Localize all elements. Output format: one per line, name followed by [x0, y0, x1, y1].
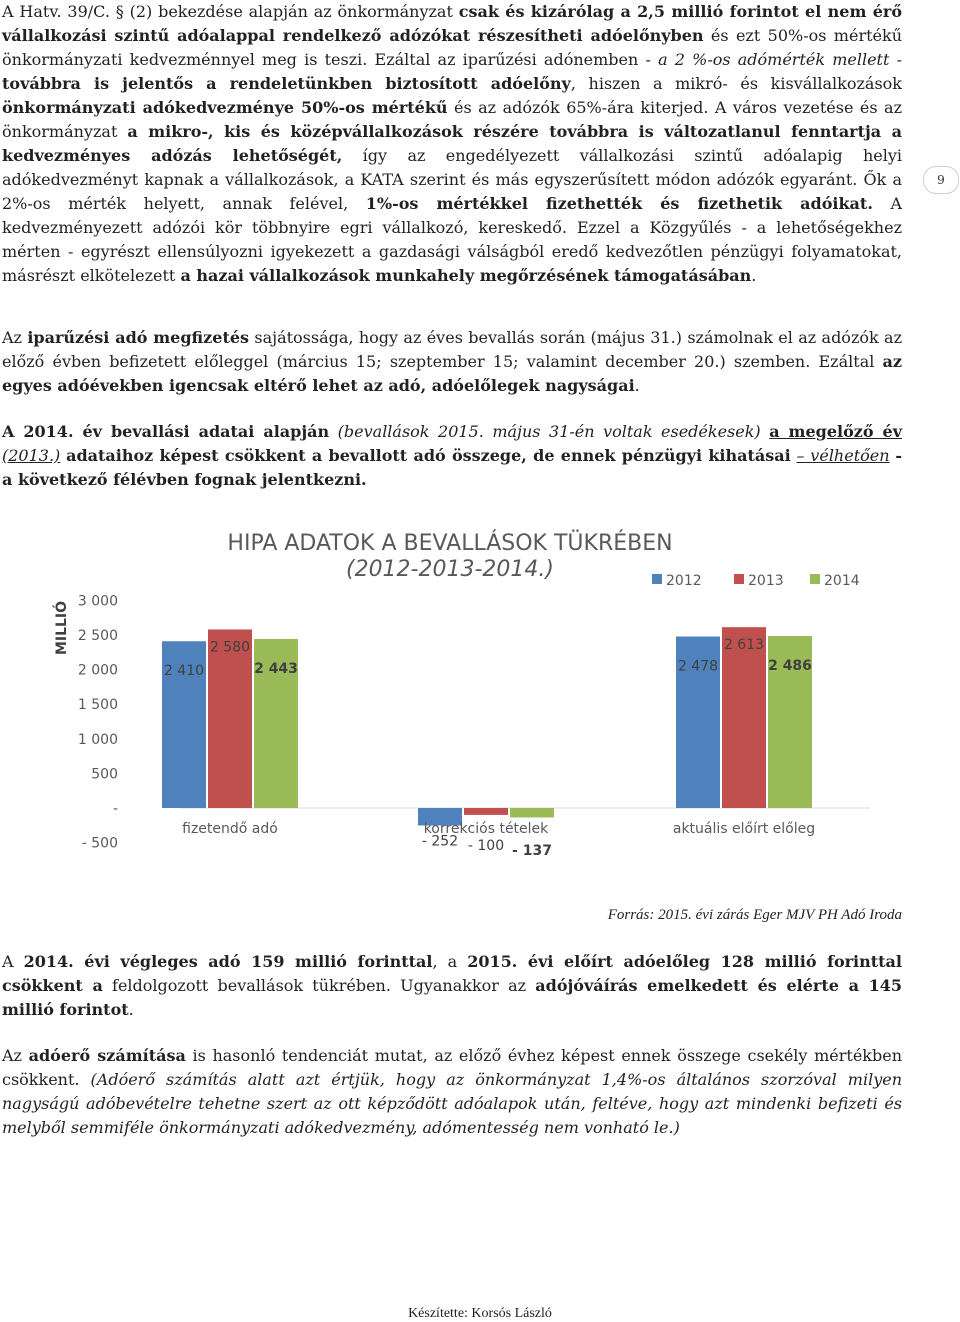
p1-run: és az adózók 65%-ára kiterjed. A város vezetése és az önkormányzat	[2, 98, 902, 141]
p2-run: sajátossága, hogy az éves bevallás során (május 31.) számolnak el az adózók az előző évben befizetett előleggel (március 15; szeptember 15; valamint december 20.) szemben. Ezáltal	[2, 328, 903, 371]
p3-run: – vélhetően	[796, 446, 890, 465]
p1-run: -	[889, 50, 902, 69]
p1-run: a hazai vállalkozások munkahely megőrzésének támogatásában	[180, 266, 752, 285]
y-tick-label: 1 500	[77, 697, 118, 714]
footer-author: Készítette: Korsós László	[408, 1306, 552, 1321]
p5-run: (Adóerő számítás alatt azt értjük, hogy az önkormányzat 1,4%-os általános szorzóval milyen nagyságú adóbevételre tehetne szert az ott képződött adóalapok után, feltéve, hogy azt mindenki befizeti és melyből semmiféle önkormányzati adókedvezmény, adómentesség nem vonható le.)	[2, 1070, 903, 1137]
p1-run: csak és kizárólag a 2,5 millió forintot el nem érő vállalkozási szintű adóalappal rendelkező adózókat részesítheti adóelőnyben	[2, 2, 903, 45]
p3-run: (2013.)	[2, 446, 61, 465]
p3-run: adataihoz képest csökkent a bevallott adó összege, de ennek pénzügyi kihatásai	[66, 446, 791, 465]
data-label: 2 486	[768, 657, 812, 674]
p1-run: 1%-os mértékkel fizethették és fizethetik adóikat.	[365, 194, 873, 213]
p5-run: adóerő számítása	[28, 1046, 186, 1065]
p1-run: A Hatv. 39/C. § (2) bekezdése alapján az önkormányzat	[2, 2, 459, 21]
data-label: 2 478	[677, 658, 719, 675]
data-label: 2 580	[209, 639, 251, 656]
data-label: 2 613	[723, 637, 765, 654]
p4-run: 2014. évi végleges adó 159 millió forinttal	[23, 952, 433, 971]
p1-run: , hiszen a mikró- és kisvállalkozások	[570, 74, 902, 93]
p2-run: iparűzési adó megfizetés	[27, 328, 250, 347]
hipa-chart	[30, 508, 908, 902]
p1-run: és ezt 50%-os mértékű önkormányzati kedvezménnyel meg is teszi. Ezáltal az iparűzési adónemben -	[2, 26, 902, 69]
p1-run: így az engedélyezett vállalkozási szintű adóalapig helyi adókedvezményt kapnak a vállalkozások, a KATA szerint és más egyszerűsített módon adózók egyaránt.	[2, 146, 902, 189]
y-tick-label: 2 500	[77, 628, 118, 644]
p1-run: Ők a 2%-os mérték helyett, annak felével,	[2, 170, 903, 213]
category-label: korrekciós tételek	[423, 821, 549, 837]
bevallas-paragraph	[2, 420, 902, 492]
y-tick-label: 500	[91, 766, 118, 783]
chart-source: Forrás: 2015. évi zárás Eger MJV PH Adó Iroda	[607, 907, 902, 923]
p1-run: a mikro-, kis és középvállalkozások részére továbbra is változatlanul fenntartja a kedvezményes adózás lehetőségét,	[2, 122, 902, 165]
adoero-paragraph	[2, 1044, 902, 1140]
category-label: aktuális előírt előleg	[672, 821, 816, 837]
legend-label: 2014	[824, 573, 860, 589]
p4-run: A	[2, 952, 24, 971]
y-tick-label: - 500	[81, 835, 118, 852]
y-tick-label: 1 000	[77, 731, 118, 748]
p1-run: a 2 %-os adómérték mellett	[658, 50, 890, 69]
p2-run: az egyes adóévekben igencsak eltérő lehet az adó, adóelőlegek nagyságai	[2, 352, 902, 395]
bar	[722, 627, 766, 808]
page-number-badge: 9	[923, 166, 959, 194]
p3-run: (bevallások 2015. május 31-én voltak esedékesek)	[337, 422, 761, 441]
data-label: - 100	[467, 838, 505, 854]
legend-label: 2012	[666, 573, 702, 589]
legend-swatch	[652, 574, 662, 584]
p4-run: adójóváírás emelkedett és elérte a 145 millió forintot	[2, 976, 902, 1019]
p2-run: Az	[2, 328, 28, 347]
legend-label: 2013	[748, 573, 784, 589]
p1-run: továbbra is jelentős a rendeletünkben biztosított adóelőny	[2, 74, 571, 93]
p5-run: is hasonló tendenciát mutat, az előző évhez képest ennek összege csekély mértékben csökkent.	[2, 1046, 902, 1089]
hipa-chart-svg	[30, 508, 908, 902]
vegleges-ado-paragraph	[2, 950, 902, 1022]
p2-run: .	[634, 376, 640, 395]
data-label: 2 410	[163, 663, 205, 680]
chart-title: HIPA ADATOK A BEVALLÁSOK TÜKRÉBEN	[227, 531, 673, 556]
data-label: 2 443	[254, 660, 298, 677]
p3-run: a megelőző év	[769, 422, 902, 441]
p1-run: .	[751, 266, 757, 285]
data-label: - 137	[512, 843, 552, 859]
category-label: fizetendő adó	[182, 821, 278, 837]
y-tick-label: 2 000	[77, 662, 118, 679]
legend-swatch	[810, 574, 820, 584]
iparuzesi-paragraph	[2, 326, 902, 398]
p1-run: A kedvezményezett adózói kör többnyire egri vállalkozó, kereskedő. Ezzel a Közgyűlés - a lehetőségekhez mérten - egyrészt ellensúlyozni igyekezett a gazdasági válságból eredő kedvezőtlen pénzügyi folyamatokat, másrészt elkötelezett	[2, 194, 903, 285]
chart-subtitle: (2012-2013-2014.)	[345, 557, 555, 582]
p3-run: - a következő félévben fognak jelentkezni.	[2, 446, 902, 489]
y-axis-label: MILLIÓ	[54, 600, 70, 656]
bar	[510, 808, 554, 817]
p4-run: , a	[432, 952, 468, 971]
p4-run: feldolgozott bevallások tükrében. Ugyanakkor az	[102, 976, 536, 995]
y-tick-label: 3 000	[77, 593, 118, 610]
data-label: - 252	[421, 833, 459, 850]
p1-run: önkormányzati adókedvezménye 50%-os mértékű	[2, 98, 448, 117]
y-tick-label: -	[112, 801, 118, 817]
p3-run	[329, 422, 338, 441]
intro-paragraph	[2, 0, 902, 288]
bar	[208, 629, 252, 808]
p5-run: Az	[2, 1046, 29, 1065]
bar	[464, 808, 508, 815]
p3-run: A 2014. év bevallási adatai alapján	[2, 422, 330, 441]
p4-run: 2015. évi előírt adóelőleg 128 millió forinttal csökkent a	[2, 952, 902, 995]
legend-swatch	[734, 574, 744, 584]
p3-run	[761, 422, 770, 441]
p4-run: .	[128, 1000, 134, 1019]
